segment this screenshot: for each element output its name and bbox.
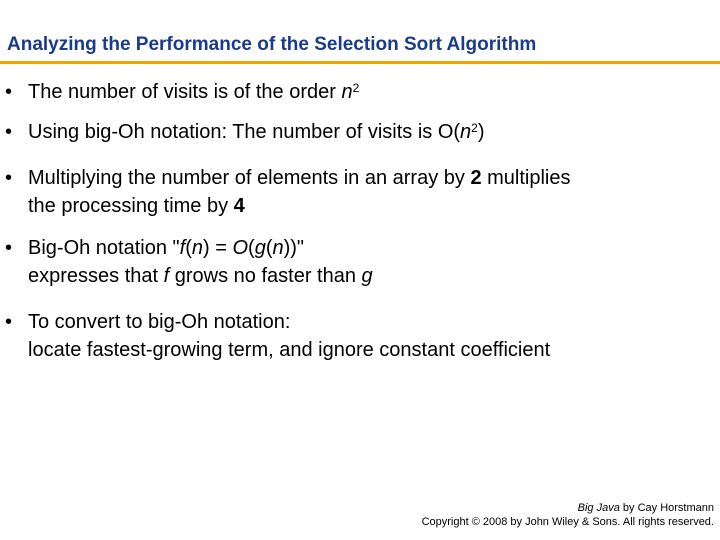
- bullet-dot: •: [5, 311, 13, 333]
- math-variable: g: [254, 237, 266, 259]
- title-divider: [0, 61, 720, 64]
- math-variable: n: [460, 121, 472, 143]
- bullet-text-part: To convert to big-Oh notation:: [28, 311, 291, 333]
- math-variable: n: [272, 237, 284, 259]
- math-variable: f: [163, 265, 170, 287]
- bullet-text: [28, 234, 373, 290]
- bullet-text-part: grows no faster than: [169, 265, 362, 287]
- bullet-text: [28, 78, 359, 106]
- slide-title: Analyzing the Performance of the Selection Sort Algorithm: [7, 34, 537, 55]
- bullet-text-part: (: [185, 237, 192, 259]
- bullet-text-part: multiplies: [481, 167, 571, 189]
- math-variable: f: [179, 237, 186, 259]
- bullet-text-part: Multiplying the number of elements in an array by: [28, 167, 471, 189]
- author-credit: by Cay Horstmann: [619, 502, 714, 514]
- math-variable: n: [191, 237, 203, 259]
- math-variable: O: [232, 237, 249, 259]
- bullet-text-part: locate fastest-growing term, and ignore constant coefficient: [28, 339, 551, 361]
- bullet-text: [28, 308, 550, 364]
- math-variable: n: [341, 81, 353, 103]
- bullet-text-part: ) =: [203, 237, 233, 259]
- bullet-text-part: The number of visits is of the order: [28, 81, 342, 103]
- footer-credit: [422, 501, 714, 529]
- bullet-text-part: (: [265, 237, 273, 259]
- copyright-notice: Copyright © 2008 by John Wiley & Sons. All rights reserved.: [421, 516, 714, 528]
- bullet-text-part: (: [248, 237, 255, 259]
- book-title: Big Java: [577, 502, 620, 514]
- bullet-dot: •: [5, 81, 13, 103]
- bullet-dot: •: [5, 167, 13, 189]
- bullet-text: [28, 164, 571, 220]
- emphasis: 2: [470, 167, 482, 189]
- bullet-dot: •: [5, 121, 13, 143]
- bullet-dot: •: [5, 237, 13, 259]
- bullet-text-part: ))": [283, 237, 305, 259]
- math-variable: g: [361, 265, 373, 287]
- bullet-text-part: Big-Oh notation ": [28, 237, 180, 259]
- exponent: 2: [471, 121, 478, 135]
- bullet-text-part: the processing time by: [28, 195, 234, 217]
- bullet-text-part: Using big-Oh notation: The number of visits is O(: [28, 121, 461, 143]
- emphasis: 4: [233, 195, 245, 217]
- bullet-text-part: ): [477, 121, 485, 143]
- bullet-text-part: expresses that: [28, 265, 164, 287]
- exponent: 2: [352, 81, 360, 95]
- bullet-text: [28, 118, 485, 146]
